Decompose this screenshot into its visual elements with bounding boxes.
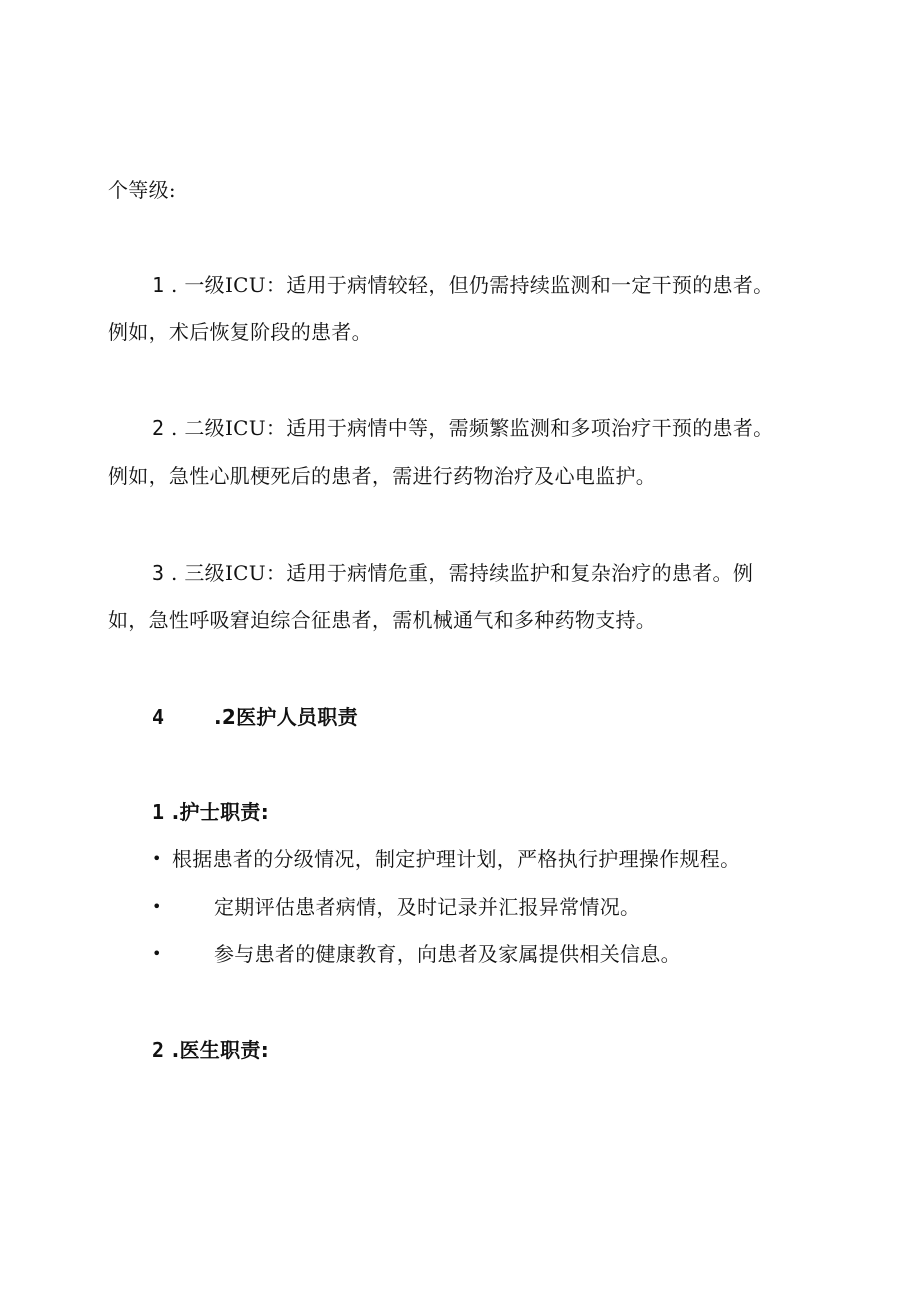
section-heading <box>152 703 164 731</box>
level-3-sep: . <box>171 561 178 585</box>
section-number: 4 <box>152 705 165 729</box>
level-3-line-2: 如，急性呼吸窘迫综合征患者，需机械通气和多种药物支持。 <box>108 608 657 632</box>
level-1-line-2: 例如，术后恢复阶段的患者。 <box>108 320 372 344</box>
section-title: .2医护人员职责 <box>214 705 358 729</box>
nurse-number: 1 <box>152 800 165 824</box>
level-2-sep: . <box>171 416 178 440</box>
nurse-duty-3: 参与患者的健康教育，向患者及家属提供相关信息。 <box>214 942 681 966</box>
level-2-line-1 <box>152 414 773 442</box>
doctor-title: .医生职责: <box>171 1038 270 1062</box>
level-1-text: 适用于病情较轻，但仍需持续监测和一定干预的患者。 <box>286 273 774 297</box>
level-2-number: 2 <box>152 416 165 440</box>
level-2-text: 适用于病情中等，需频繁监测和多项治疗干预的患者。 <box>286 416 774 440</box>
bullet-icon: • <box>152 849 162 868</box>
nurse-title: .护士职责: <box>171 800 270 824</box>
nurse-heading <box>152 798 269 826</box>
level-1-number: 1 <box>152 273 165 297</box>
intro-text: 个等级: <box>108 178 176 202</box>
level-3-number: 3 <box>152 561 165 585</box>
level-1-title: 一级ICU： <box>184 273 287 297</box>
doctor-heading <box>152 1036 269 1064</box>
level-1-line-1 <box>152 271 773 299</box>
nurse-duty-2: 定期评估患者病情，及时记录并汇报异常情况。 <box>214 895 641 919</box>
level-2-line-2: 例如，急性心肌梗死后的患者，需进行药物治疗及心电监护。 <box>108 464 657 488</box>
level-2-title: 二级ICU： <box>184 416 287 440</box>
doctor-number: 2 <box>152 1038 165 1062</box>
level-3-text: 适用于病情危重，需持续监护和复杂治疗的患者。例 <box>286 561 754 585</box>
nurse-duty-1: 根据患者的分级情况，制定护理计划，严格执行护理操作规程。 <box>172 847 741 871</box>
bullet-icon: • <box>152 944 162 963</box>
level-3-line-1 <box>152 559 753 587</box>
level-3-title: 三级ICU： <box>184 561 287 585</box>
bullet-icon: • <box>152 897 162 916</box>
level-1-sep: . <box>171 273 178 297</box>
